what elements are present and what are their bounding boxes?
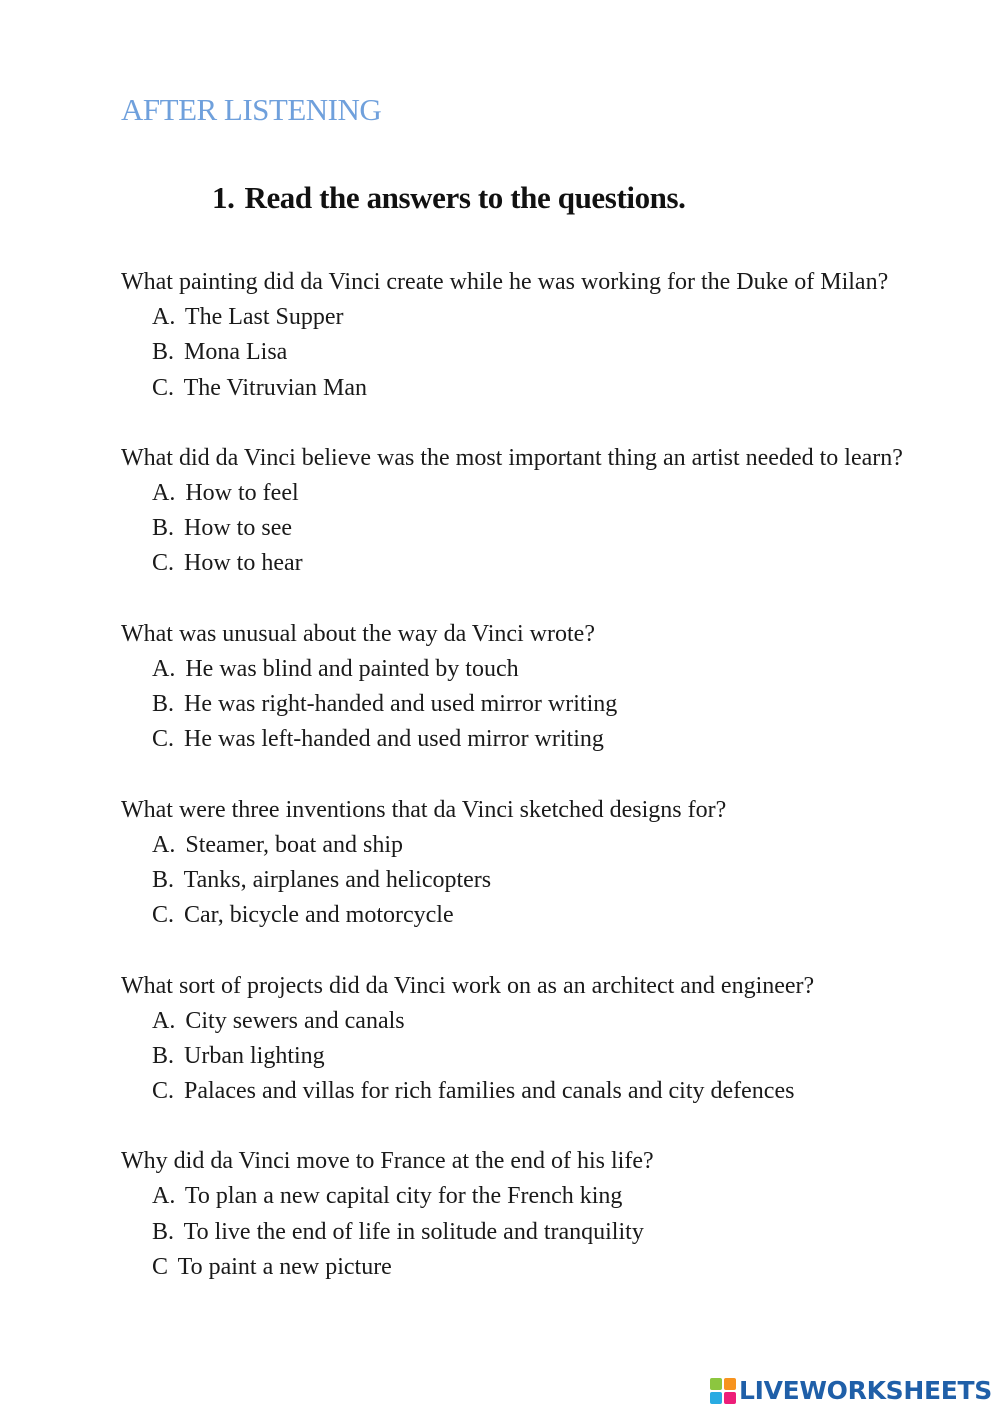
answer-option-b[interactable] bbox=[152, 511, 931, 546]
exercise-instruction: Read the answers to the questions. bbox=[244, 180, 686, 215]
option-text: To paint a new picture bbox=[177, 1254, 392, 1281]
answer-options bbox=[121, 1179, 931, 1285]
answer-option-a[interactable] bbox=[152, 828, 931, 863]
option-letter: A. bbox=[152, 1183, 176, 1210]
option-letter: B. bbox=[152, 515, 175, 542]
option-text: Steamer, boat and ship bbox=[185, 831, 403, 858]
option-letter: C bbox=[152, 1254, 169, 1281]
answer-options bbox=[121, 652, 931, 758]
option-text: How to hear bbox=[184, 550, 303, 577]
answer-option-a[interactable] bbox=[152, 476, 931, 511]
question-2 bbox=[121, 441, 931, 582]
question-5 bbox=[121, 969, 931, 1110]
answer-option-a[interactable] bbox=[152, 1004, 931, 1039]
question-list bbox=[121, 265, 931, 1320]
option-letter: A. bbox=[152, 1007, 176, 1034]
option-text: Urban lighting bbox=[184, 1042, 325, 1069]
logo-grid-icon bbox=[710, 1378, 736, 1404]
logo-text: LIVEWORKSHEETS bbox=[738, 1376, 992, 1405]
answer-option-c[interactable] bbox=[152, 546, 931, 581]
answer-option-b[interactable] bbox=[152, 863, 931, 898]
answer-option-b[interactable] bbox=[152, 1039, 931, 1074]
option-letter: C. bbox=[152, 902, 175, 929]
answer-options bbox=[121, 476, 931, 582]
answer-option-c[interactable] bbox=[152, 898, 931, 933]
question-text: What were three inventions that da Vinci sketched designs for? bbox=[121, 796, 727, 823]
option-letter: A. bbox=[152, 831, 176, 858]
option-letter: C. bbox=[152, 1078, 175, 1105]
answer-option-b[interactable] bbox=[152, 687, 931, 722]
answer-option-c[interactable] bbox=[152, 371, 931, 406]
answer-option-a[interactable] bbox=[152, 652, 931, 687]
option-letter: A. bbox=[152, 304, 176, 330]
logo-square-icon bbox=[724, 1378, 736, 1390]
option-letter: B. bbox=[152, 691, 175, 718]
option-text: To live the end of life in solitude and tranquility bbox=[183, 1218, 644, 1245]
answer-options bbox=[121, 828, 931, 934]
answer-option-b[interactable] bbox=[152, 335, 931, 370]
option-letter: B. bbox=[152, 1042, 175, 1069]
liveworksheets-logo bbox=[710, 1376, 992, 1405]
option-text: To plan a new capital city for the French king bbox=[184, 1183, 623, 1210]
option-text: Mona Lisa bbox=[184, 339, 288, 366]
option-letter: B. bbox=[152, 866, 175, 893]
question-text: What was unusual about the way da Vinci wrote? bbox=[121, 620, 595, 647]
option-text: Car, bicycle and motorcycle bbox=[184, 902, 454, 929]
section-title: AFTER LISTENING bbox=[121, 92, 382, 127]
exercise-heading bbox=[212, 180, 686, 216]
option-text: City sewers and canals bbox=[185, 1007, 405, 1034]
question-text: Why did da Vinci move to France at the end of his life? bbox=[121, 1148, 654, 1175]
answer-option-c[interactable] bbox=[152, 722, 931, 757]
question-6 bbox=[121, 1144, 931, 1285]
option-text: The Vitruvian Man bbox=[183, 374, 368, 401]
option-text: He was left-handed and used mirror writing bbox=[184, 726, 604, 753]
answer-option-c[interactable] bbox=[152, 1074, 931, 1109]
question-text: What sort of projects did da Vinci work on as an architect and engineer? bbox=[121, 972, 815, 999]
logo-square-icon bbox=[710, 1378, 722, 1390]
option-letter: A. bbox=[152, 479, 176, 506]
option-text: He was blind and painted by touch bbox=[185, 655, 519, 682]
option-letter: B. bbox=[152, 339, 175, 366]
question-text: What painting did da Vinci create while he was working for the Duke of Milan? bbox=[121, 269, 889, 295]
option-text: He was right-handed and used mirror writing bbox=[184, 691, 618, 718]
answer-options bbox=[121, 300, 931, 406]
exercise-number: 1. bbox=[212, 180, 235, 215]
option-letter: B. bbox=[152, 1218, 175, 1245]
option-text: Palaces and villas for rich families and canals and city defences bbox=[184, 1078, 795, 1105]
answer-options bbox=[121, 1004, 931, 1110]
option-letter: C. bbox=[152, 726, 175, 753]
option-text: The Last Supper bbox=[184, 304, 344, 330]
answer-option-a[interactable] bbox=[152, 300, 931, 335]
option-text: How to feel bbox=[185, 479, 299, 506]
question-4 bbox=[121, 793, 931, 934]
question-1 bbox=[121, 265, 931, 406]
logo-square-icon bbox=[710, 1392, 722, 1404]
question-text: What did da Vinci believe was the most important thing an artist needed to learn? bbox=[121, 444, 903, 471]
option-letter: C. bbox=[152, 550, 175, 577]
option-text: Tanks, airplanes and helicopters bbox=[183, 866, 492, 893]
answer-option-a[interactable] bbox=[152, 1179, 931, 1214]
logo-square-icon bbox=[724, 1392, 736, 1404]
answer-option-c[interactable] bbox=[152, 1250, 931, 1285]
option-letter: C. bbox=[152, 374, 175, 401]
option-letter: A. bbox=[152, 655, 176, 682]
answer-option-b[interactable] bbox=[152, 1215, 931, 1250]
question-3 bbox=[121, 617, 931, 758]
option-text: How to see bbox=[184, 515, 292, 542]
